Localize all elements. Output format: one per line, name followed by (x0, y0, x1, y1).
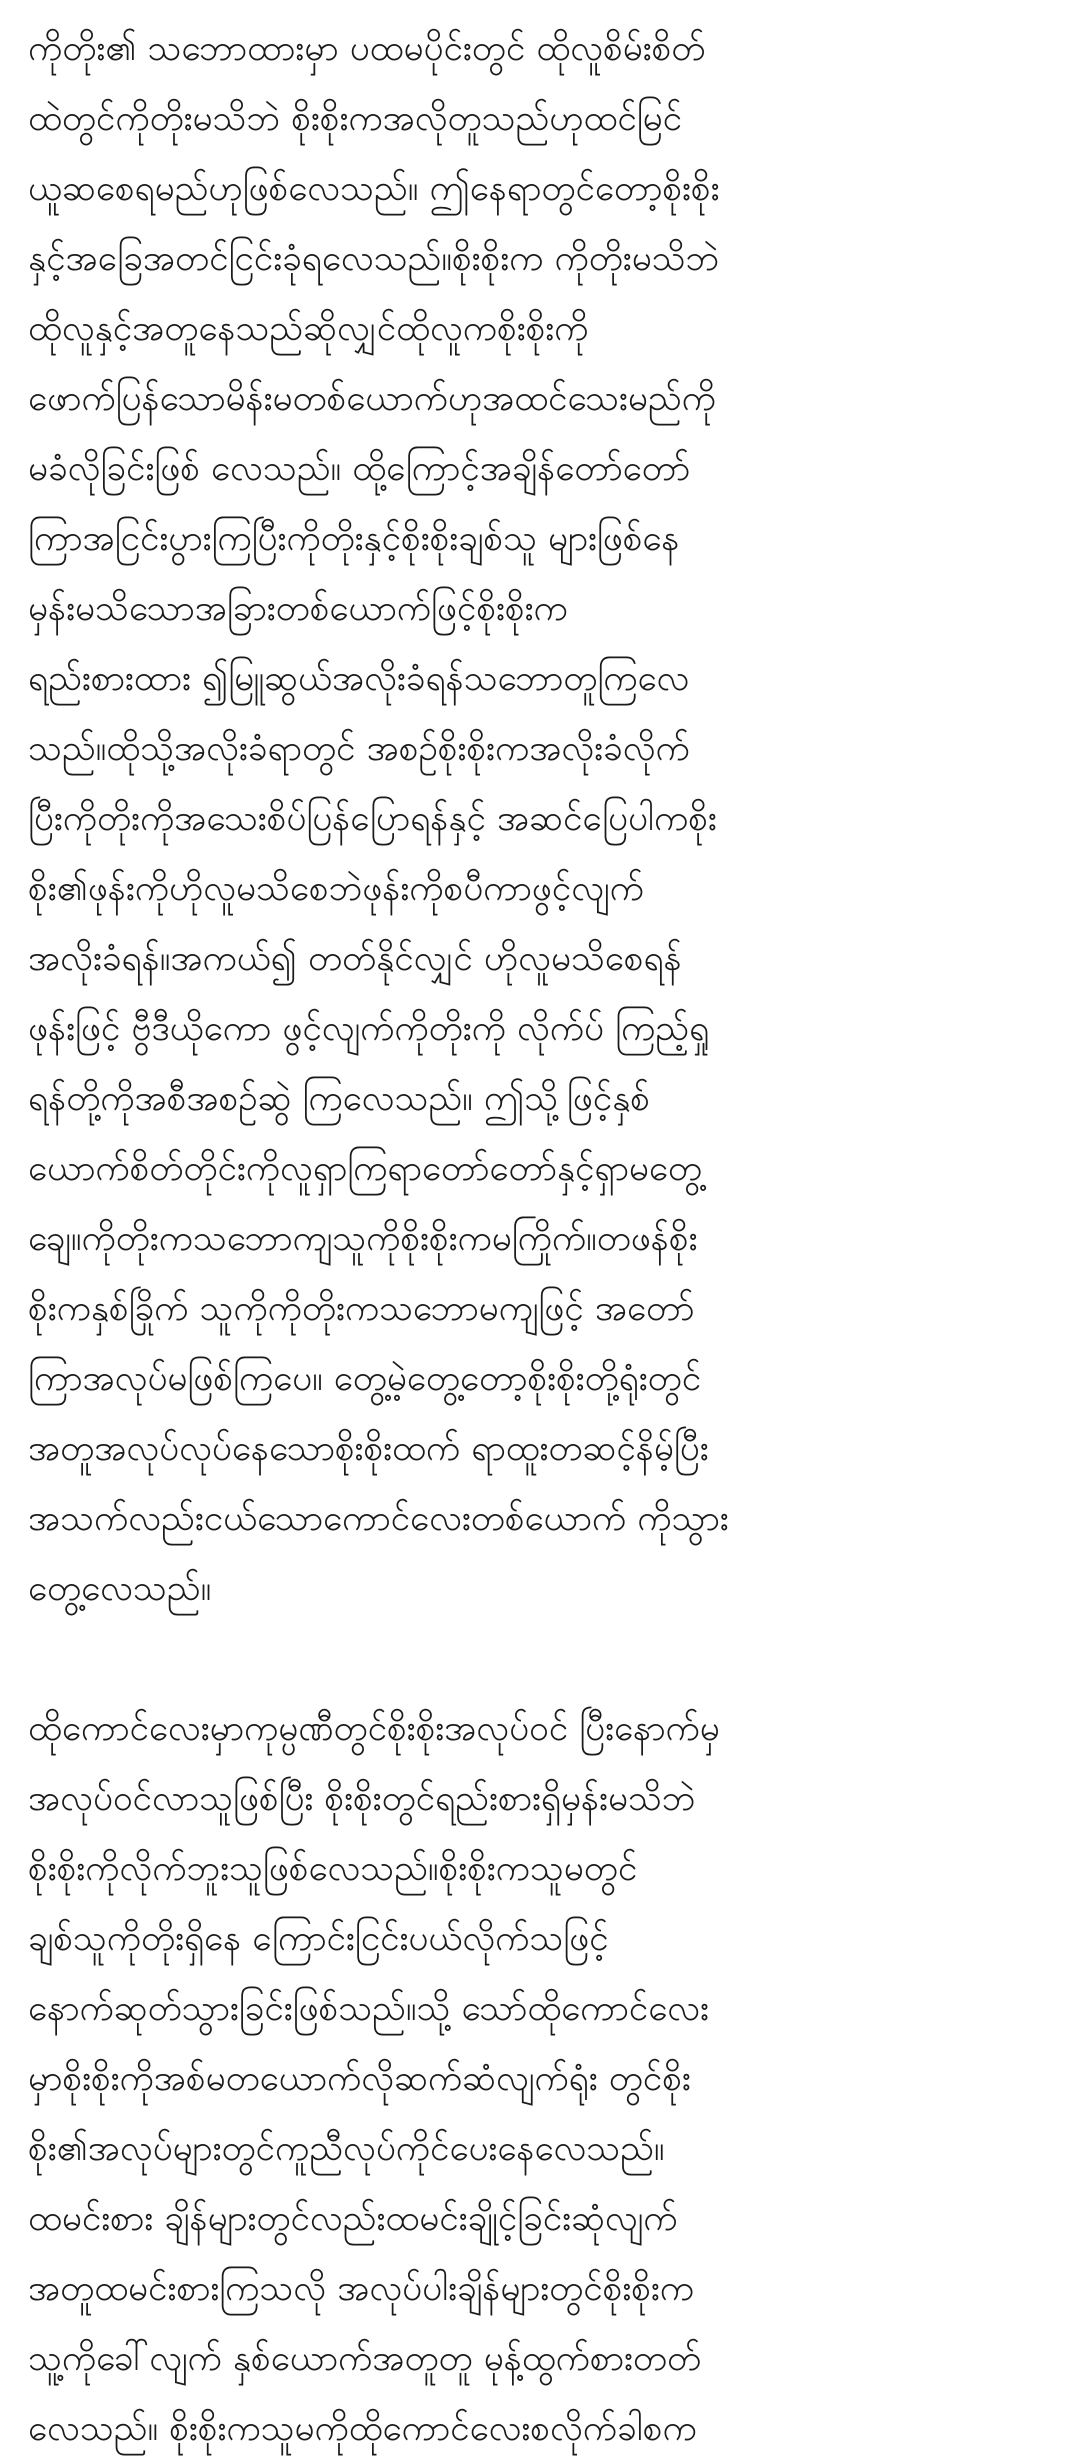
text-line: ထိုကောင်လေးမှာကုမ္ပဏီတွင်စိုးစိုးအလုပ်ဝင် ပြီးနောက်မှ (28, 1709, 720, 1749)
text-line: စိုး၏ဖုန်းကိုဟိုလူမသိစေဘဲဖုန်းကိုစပီကာဖွင့်လျက် (28, 869, 644, 909)
text-line: ကိုတိုး၏ သဘောထားမှာ ပထမပိုင်းတွင် ထိုလူစိမ်းစိတ် (28, 29, 706, 69)
text-line: အလုပ်ဝင်လာသူဖြစ်ပြီး စိုးစိုးတွင်ရည်းစားရှိမှန်းမသိဘဲ (28, 1779, 696, 1819)
text-line: မှန်းမသိသောအခြားတစ်ယောက်ဖြင့်စိုးစိုးက (28, 589, 568, 629)
text-line: နှင့်အခြေအတင်ငြင်းခုံရလေသည်။စိုးစိုးက ကိုတိုးမသိဘဲ (28, 239, 720, 279)
text-line: ဖောက်ပြန်သောမိန်းမတစ်ယောက်ဟုအထင်သေးမည်ကို (28, 379, 716, 419)
text-line: သူ့ကိုခေါ်လျက် နှစ်ယောက်အတူတူ မုန့်ထွက်စားတတ် (28, 2339, 702, 2379)
article-paragraph (28, 14, 1054, 1624)
article-paragraph (28, 1694, 1054, 2464)
text-line: ရည်းစားထား ၍မြူဆွယ်အလိုးခံရန်သဘောတူကြလေ (28, 659, 690, 699)
text-line: စိုးစိုးကိုလိုက်ဘူးသူဖြစ်လေသည်။စိုးစိုးကသူမတွင် (28, 1849, 638, 1889)
text-line: သည်။ထိုသို့အလိုးခံရာတွင် အစဥ်စိုးစိုးကအလိုးခံလိုက် (28, 729, 690, 769)
text-line: လေသည်။ စိုးစိုးကသူမကိုထိုကောင်လေးစလိုက်ခါစက (28, 2409, 697, 2449)
text-line: ချစ်သူကိုတိုးရှိနေ ကြောင်းငြင်းပယ်လိုက်သဖြင့် (28, 1919, 609, 1959)
text-line: မှာစိုးစိုးကိုအစ်မတယောက်လိုဆက်ဆံလျက်ရုံး တွင်စိုး (28, 2059, 691, 2099)
text-line: ချေ။ကိုတိုးကသဘောကျသူကိုစိုးစိုးကမကြိုက်။တဖန်စိုး (28, 1219, 698, 1259)
text-line: ထမင်းစား ချိန်များတွင်လည်းထမင်းချိုင့်ခြင်းဆုံလျက် (28, 2199, 678, 2239)
text-line: ရန်တို့ကိုအစီအစဥ်ဆွဲ ကြလေသည်။ ဤသို့ဖြင့်နှစ် (28, 1079, 650, 1119)
text-line: မခံလိုခြင်းဖြစ် လေသည်။ ထို့ကြောင့်အချိန်တော်တော် (28, 449, 691, 489)
text-line: ကြာအလုပ်မဖြစ်ကြပေ။ တွေ့မဲ့တွေ့တော့စိုးစိုးတို့ရုံးတွင် (28, 1359, 702, 1399)
text-line: ထိုလူနှင့်အတူနေသည်ဆိုလျှင်ထိုလူကစိုးစိုးကို (28, 309, 589, 349)
text-line: အတူထမင်းစားကြသလို အလုပ်ပါးချိန်များတွင်စိုးစိုးက (28, 2269, 695, 2309)
text-line: အတူအလုပ်လုပ်နေသောစိုးစိုးထက် ရာထူးတဆင့်နိမ့်ပြီး (28, 1429, 709, 1469)
text-line: ဖုန်းဖြင့် ဗွီဒီယိုကော ဖွင့်လျက်ကိုတိုးကို လိုက်ပ် ကြည့်ရှု (28, 1009, 710, 1049)
text-line: ယူဆစေရမည်ဟုဖြစ်လေသည်။ ဤနေရာတွင်တော့စိုးစိုး (28, 169, 720, 209)
text-line: အလိုးခံရန်။အကယ်၍ တတ်နိုင်လျှင် ဟိုလူမသိစေရန် (28, 939, 682, 979)
text-line: ယောက်စိတ်တိုင်းကိုလူရှာကြရာတော်တော်နှင့်ရှာမတွေ့ (28, 1149, 702, 1189)
text-line: ပြီးကိုတိုးကိုအသေးစိပ်ပြန်ပြောရန်နှင့် အဆင်ပြေပါကစိုး (28, 799, 717, 839)
text-line: နောက်ဆုတ်သွားခြင်းဖြစ်သည်။သို့ သော်ထိုကောင်လေး (28, 1989, 709, 2029)
text-line: စိုးကနှစ်ခြိုက် သူကိုကိုတိုးကသဘောမကျဖြင့် အတော် (28, 1289, 695, 1329)
text-line: စိုး၏အလုပ်များတွင်ကူညီလုပ်ကိုင်ပေးနေလေသည်။ (28, 2129, 665, 2169)
paragraph-spacer (28, 1624, 1054, 1694)
text-line: ကြာအငြင်းပွားကြပြီးကိုတိုးနှင့်စိုးစိုးချစ်သူ များဖြစ်နေ (28, 519, 680, 559)
text-line: အသက်လည်းငယ်သောကောင်လေးတစ်ယောက် ကိုသွား (28, 1499, 729, 1539)
text-line: တွေ့လေသည်။ (28, 1569, 212, 1609)
text-line: ထဲတွင်ကိုတိုးမသိဘဲ စိုးစိုးကအလိုတူသည်ဟုထင်မြင် (28, 99, 683, 139)
